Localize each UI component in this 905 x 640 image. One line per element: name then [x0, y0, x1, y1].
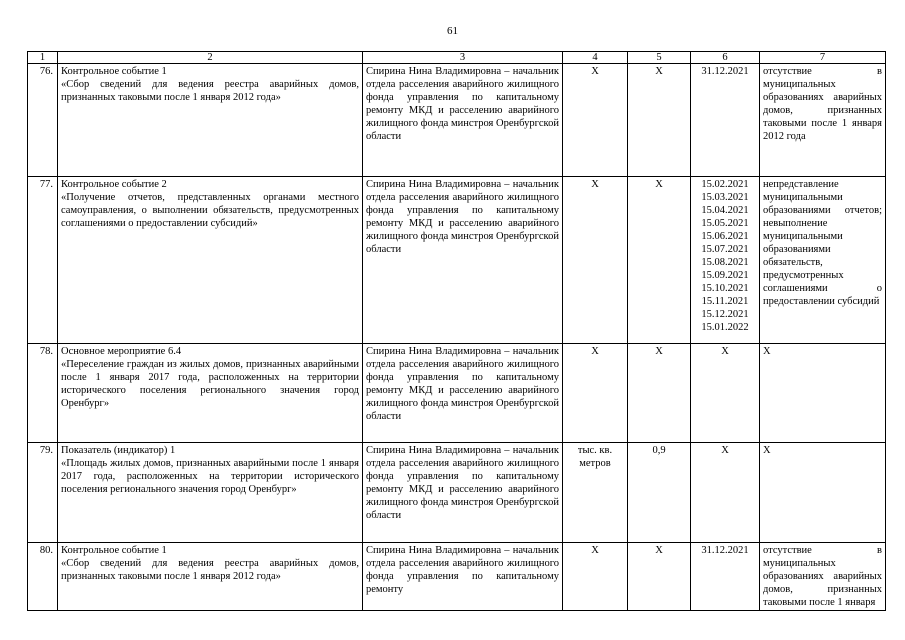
responsible-cell: Спирина Нина Владимировна – начальник отдела расселения аварийного жилищного фонда управления по капитальному ремонту МКД и расселению аварийного жилищного фонда минстроя Оренбургской области: [363, 177, 563, 344]
event-cell: [58, 543, 363, 611]
date: 15.07.2021: [701, 244, 749, 255]
event-description: «Получение отчетов, представленных органами местного самоуправления, о выполнении обязательств, предусмотренных соглашениями о предоставлении субсидий»: [61, 192, 359, 229]
event-title: Контрольное событие 1: [61, 545, 167, 556]
unit-cell: тыс. кв. метров: [563, 443, 628, 543]
unit-cell: X: [563, 177, 628, 344]
row-number: 76.: [28, 64, 58, 177]
row-number: 80.: [28, 543, 58, 611]
event-title: Основное мероприятие 6.4: [61, 346, 182, 357]
dates-cell: [691, 443, 760, 543]
unit-cell: X: [563, 64, 628, 177]
row-number: 78.: [28, 344, 58, 443]
risks-cell: отсутствие в муниципальных образованиях аварийных домов, признанных таковыми после 1 января: [760, 543, 886, 611]
value-cell: X: [628, 543, 691, 611]
event-title: Контрольное событие 1: [61, 66, 167, 77]
event-cell: [58, 344, 363, 443]
date: 31.12.2021: [701, 66, 749, 77]
header-cell: 4: [563, 52, 628, 64]
date: 15.05.2021: [701, 218, 749, 229]
responsible-cell: Спирина Нина Владимировна – начальник отдела расселения аварийного жилищного фонда управления по капитальному ремонту МКД и расселению аварийного жилищного фонда минстроя Оренбургской области: [363, 344, 563, 443]
header-cell: 2: [58, 52, 363, 64]
event-description: «Переселение граждан из жилых домов, признанных аварийными после 1 января 2017 года, расположенных на территории исторического поселения регионального значения город Оренбург»: [61, 359, 359, 409]
date: 15.12.2021: [701, 309, 749, 320]
event-cell: [58, 443, 363, 543]
event-description: «Сбор сведений для ведения реестра аварийных домов, признанных таковыми после 1 января 2012 года»: [61, 558, 359, 582]
value-cell: X: [628, 344, 691, 443]
header-cell: 7: [760, 52, 886, 64]
event-cell: [58, 64, 363, 177]
date: 15.11.2021: [701, 296, 749, 307]
dates-cell: [691, 344, 760, 443]
risks-cell: X: [760, 443, 886, 543]
date: 31.12.2021: [701, 545, 749, 556]
risks-cell: X: [760, 344, 886, 443]
event-description: «Сбор сведений для ведения реестра аварийных домов, признанных таковыми после 1 января 2012 года»: [61, 79, 359, 103]
responsible-cell: Спирина Нина Владимировна – начальник отдела расселения аварийного жилищного фонда управления по капитальному ремонту МКД и расселению аварийного жилищного фонда минстроя Оренбургской области: [363, 443, 563, 543]
dates-cell: [691, 64, 760, 177]
table-row: [28, 64, 886, 177]
page-number: 61: [447, 25, 458, 37]
header-cell: 5: [628, 52, 691, 64]
date: 15.09.2021: [701, 270, 749, 281]
value-cell: 0,9: [628, 443, 691, 543]
dates-cell: [691, 543, 760, 611]
unit-cell: X: [563, 344, 628, 443]
date: 15.03.2021: [701, 192, 749, 203]
date: 15.06.2021: [701, 231, 749, 242]
header-cell: 3: [363, 52, 563, 64]
header-row: [28, 52, 886, 64]
risks-cell: непредставление муниципальными образованиями отчетов; невыполнение муниципальными образованиями обязательств, предусмотренных соглашениями о предоставлении субсидий: [760, 177, 886, 344]
row-number: 79.: [28, 443, 58, 543]
date: 15.10.2021: [701, 283, 749, 294]
table-row: [28, 443, 886, 543]
responsible-cell: Спирина Нина Владимировна – начальник отдела расселения аварийного жилищного фонда управления по капитальному ремонту МКД и расселению аварийного жилищного фонда минстроя Оренбургской области: [363, 64, 563, 177]
table-row: [28, 177, 886, 344]
date: X: [721, 445, 729, 456]
date: 15.08.2021: [701, 257, 749, 268]
row-number: 77.: [28, 177, 58, 344]
plan-table: [27, 51, 886, 611]
value-cell: X: [628, 177, 691, 344]
event-cell: [58, 177, 363, 344]
table-row: [28, 543, 886, 611]
unit-cell: X: [563, 543, 628, 611]
header-cell: 6: [691, 52, 760, 64]
date: X: [721, 346, 729, 357]
date: 15.04.2021: [701, 205, 749, 216]
event-title: Контрольное событие 2: [61, 179, 167, 190]
event-description: «Площадь жилых домов, признанных аварийными после 1 января 2017 года, расположенных на территории исторического поселения регионального значения город Оренбург»: [61, 458, 359, 495]
responsible-cell: Спирина Нина Владимировна – начальник отдела расселения аварийного жилищного фонда управления по капитальному ремонту: [363, 543, 563, 611]
event-title: Показатель (индикатор) 1: [61, 445, 176, 456]
value-cell: X: [628, 64, 691, 177]
date: 15.01.2022: [701, 322, 749, 333]
table-row: [28, 344, 886, 443]
header-cell: 1: [28, 52, 58, 64]
date: 15.02.2021: [701, 179, 749, 190]
dates-cell: [691, 177, 760, 344]
risks-cell: отсутствие в муниципальных образованиях аварийных домов, признанных таковыми после 1 января 2012 года: [760, 64, 886, 177]
